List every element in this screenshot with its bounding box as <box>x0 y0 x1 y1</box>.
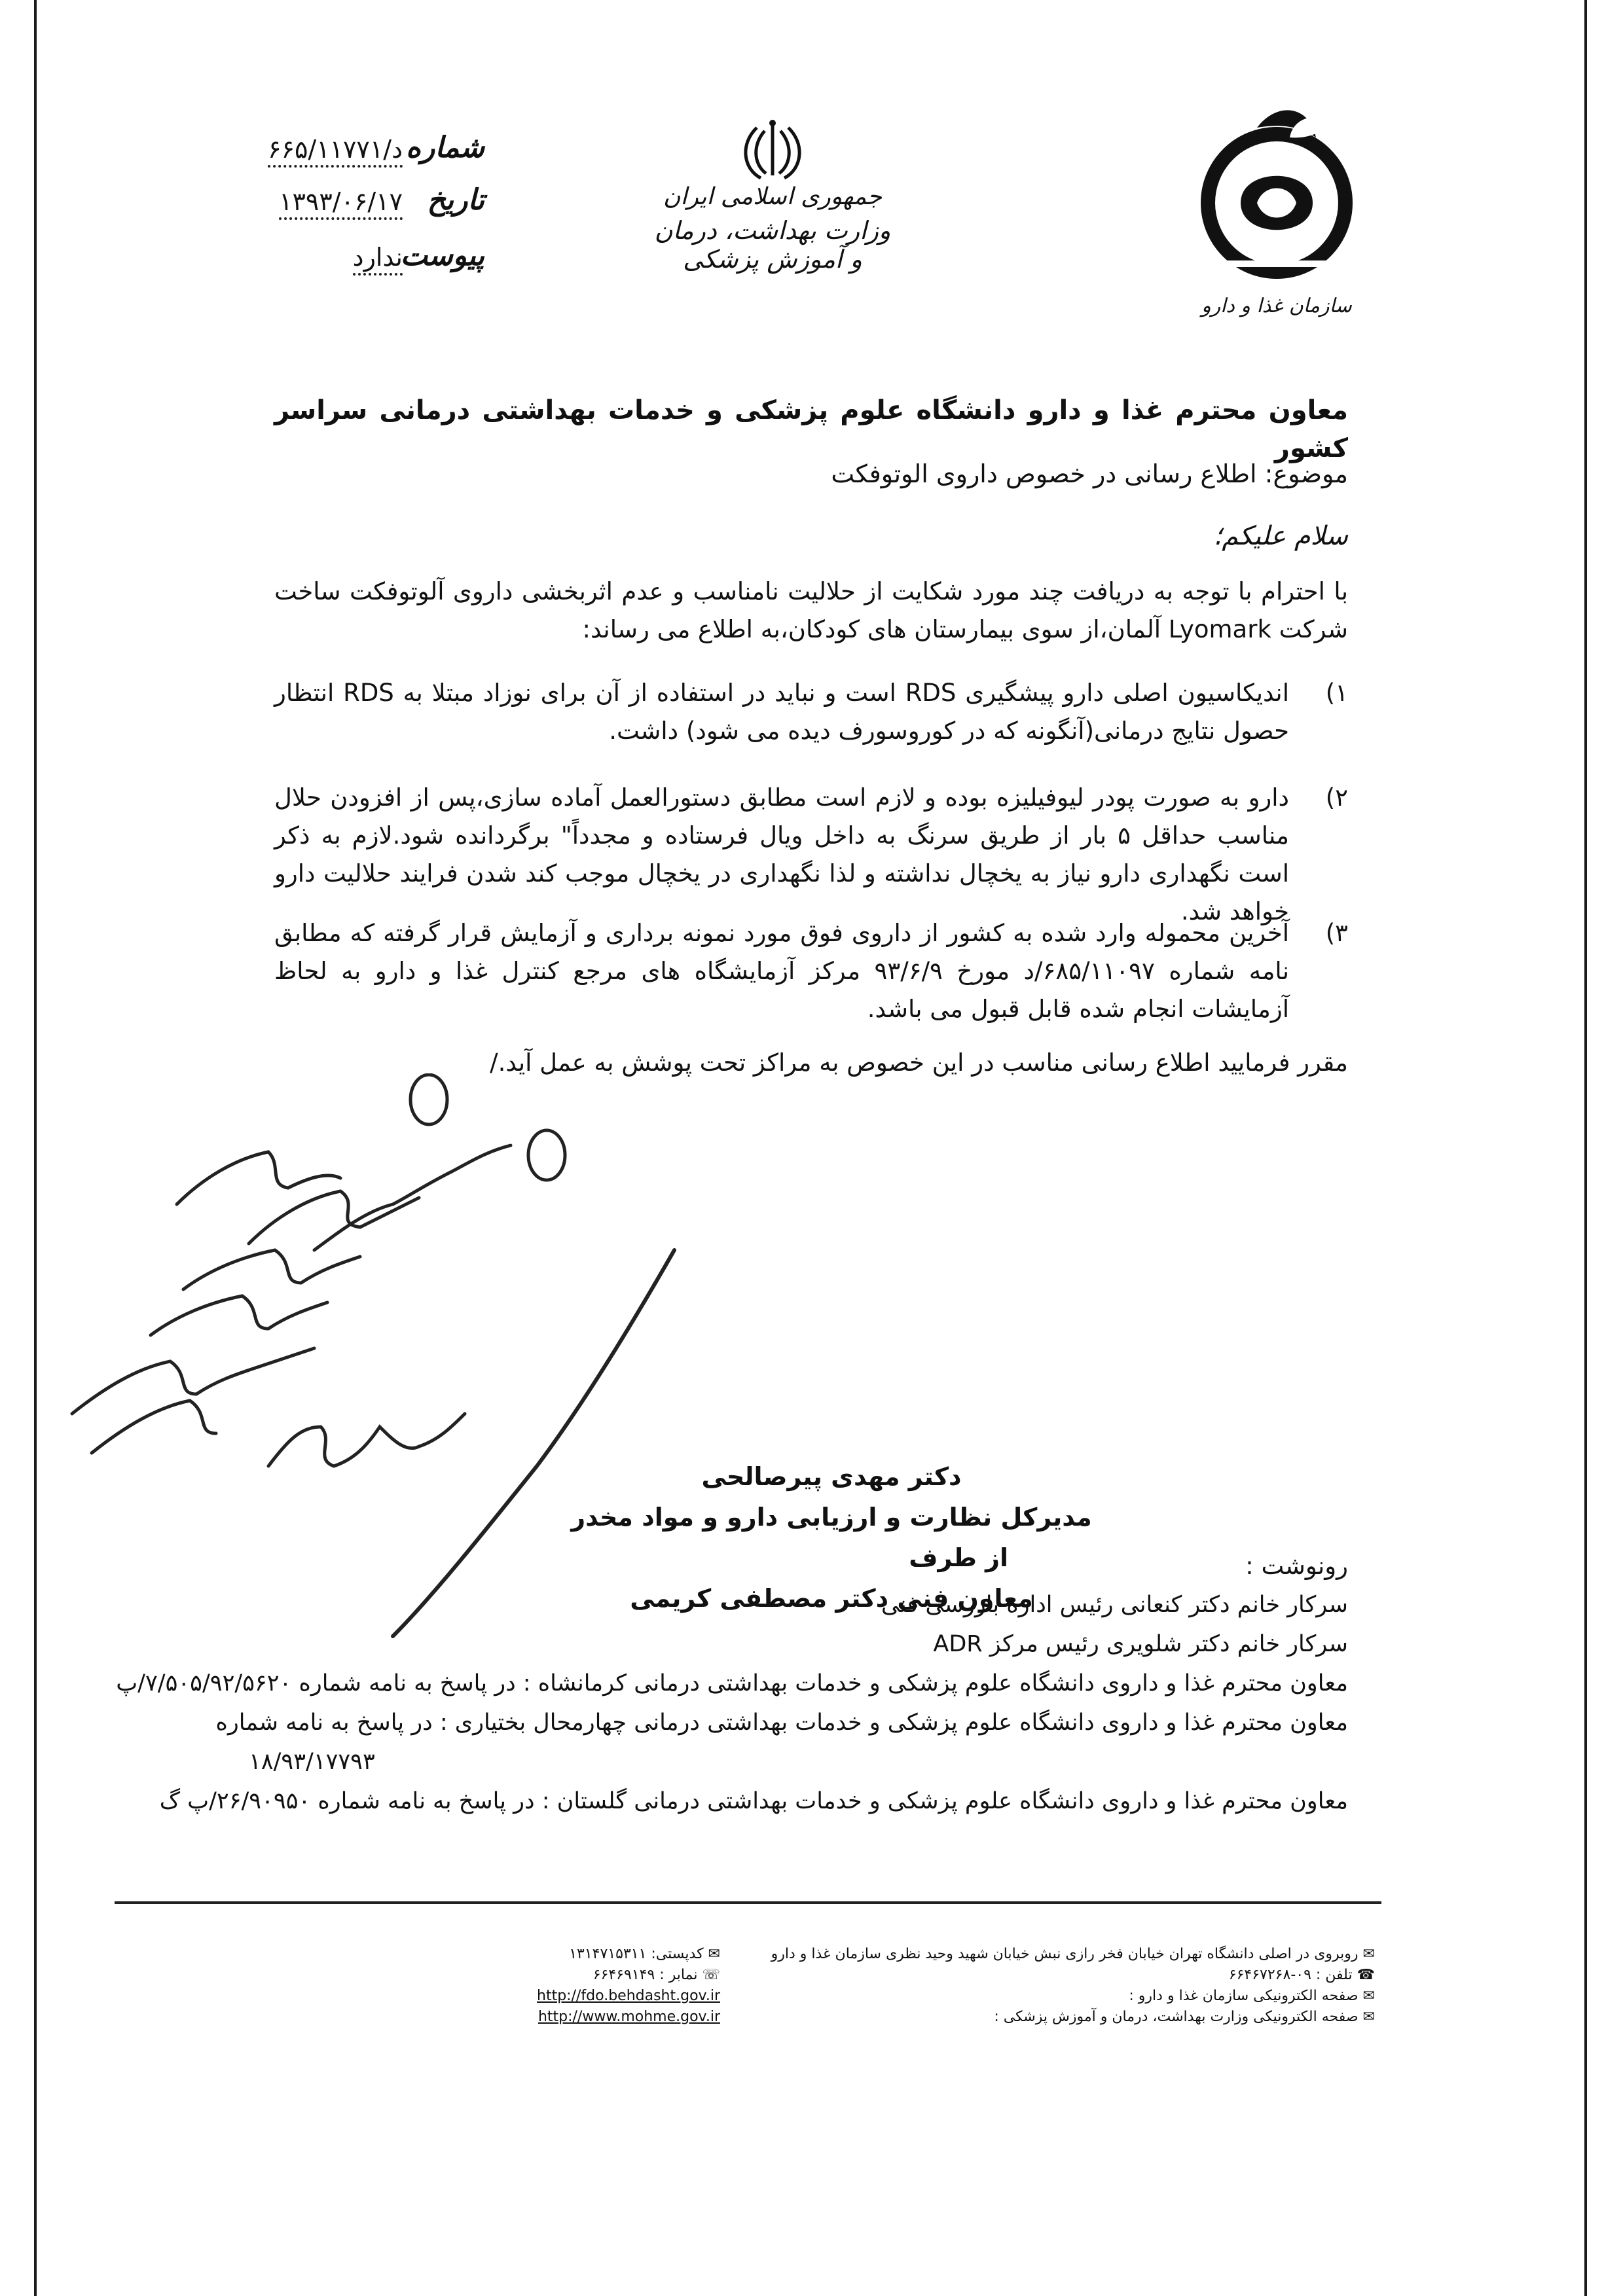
envelope-icon: ✉ <box>1358 1988 1375 2004</box>
recipient-line: معاون محترم غذا و دارو دانشگاه علوم پزشکی و خدمات بهداشتی درمانی سراسر کشور <box>274 395 1348 463</box>
footer-address: ✉ روبروی در اصلی دانشگاه تهران خیابان فخر رازی نبش خیابان شهید وحید نظری سازمان غذا و دارو <box>771 1946 1375 1962</box>
ministry-line-1: جمهوری اسلامی ایران <box>663 183 882 210</box>
signatory-on-behalf: از طرف <box>909 1543 1008 1572</box>
fda-logo-block <box>1178 98 1375 334</box>
ministry-header <box>648 118 897 295</box>
footer-divider <box>115 1901 1381 1904</box>
reference-block <box>210 131 484 288</box>
fax-icon: ☏ <box>697 1967 720 1983</box>
iran-emblem-icon <box>648 118 897 183</box>
cc-line: سرکار خانم دکتر شلویری رئیس مرکز ADR <box>933 1631 1348 1657</box>
phone-icon: ☎ <box>1352 1967 1375 1983</box>
mail-icon: ✉ <box>1358 1946 1375 1962</box>
list-item-number: ۳) <box>1325 919 1348 947</box>
ref-date-value: ۱۳۹۳/۰۶/۱۷ <box>279 187 403 220</box>
list-item-number: ۲) <box>1325 783 1348 812</box>
ref-attachment-value: ندارد <box>353 243 403 276</box>
signatory-name: دکتر مهدی پیرصالحی <box>701 1462 962 1491</box>
footer-postal-code: ✉ کدپستی: ۱۳۱۴۷۱۵۳۱۱ <box>569 1946 720 1962</box>
footer-email-2: ✉ صفحه الکترونیکی وزارت بهداشت، درمان و آموزش پزشکی : <box>994 2009 1375 2025</box>
ref-number-label: شماره <box>405 131 484 164</box>
cc-line: معاون محترم غذا و داروی دانشگاه علوم پزشکی و خدمات بهداشتی درمانی گلستان : در پاسخ به نامه شماره ۲۶/۹۰۹۵۰/پ گ <box>159 1788 1348 1814</box>
footer-contact <box>727 1944 1375 2028</box>
envelope-icon: ✉ <box>1358 2009 1375 2025</box>
ref-number-row <box>210 131 484 170</box>
footer-phone: ☎ تلفن : ۰۹-۶۶۴۶۷۲۶۸ <box>1228 1967 1375 1983</box>
list-item-number: ۱) <box>1325 679 1348 707</box>
cc-line: ۱۸/۹۳/۱۷۷۹۳ <box>249 1749 375 1775</box>
cc-line: سرکار خانم دکتر کنعانی رئیس اداره بازرسی فنی <box>881 1592 1348 1618</box>
handwritten-circle-1 <box>410 1075 447 1124</box>
ref-attachment-label: پیوست <box>400 239 484 272</box>
subject-line: موضوع: اطلاع رسانی در خصوص داروی الوتوفکت <box>831 459 1348 488</box>
footer-email-1: ✉ صفحه الکترونیکی سازمان غذا و دارو : <box>1129 1988 1375 2004</box>
cc-line: معاون محترم غذا و داروی دانشگاه علوم پزشکی و خدمات بهداشتی درمانی چهارمحال بختیاری : در پاسخ به نامه شماره <box>215 1710 1348 1736</box>
footer-codes <box>327 1944 720 2028</box>
ref-date-label: تاریخ <box>427 183 484 217</box>
list-item-text: دارو به صورت پودر لیوفیلیزه بوده و لازم است مطابق دستورالعمل آماده سازی،پس از افزودن حلال مناسب حداقل ۵ بار از طریق سرنگ به داخل ویال فرستاده و مجدداً" برگردانده شود.لازم به ذکر است نگهداری دارو نیاز به یخچال نداشته و لذا نگهداری در یخچال موجب کند شدن فرایند حلالیت دارو خواهد شد. <box>274 783 1289 925</box>
ministry-line-2: وزارت بهداشت، درمان و آموزش پزشکی <box>654 216 891 274</box>
list-item-text: آخرین محموله وارد شده به کشور از داروی فوق مورد نمونه برداری و آزمایش قرار گرفته که مطابق نامه شماره ۶۸۵/۱۱۰۹۷/د مورخ ۹۳/۶/۹ مرکز آزمایشگاه های مرجع کنترل غذا و دارو به لحاظ آزمایشات انجام شده قابل قبول می باشد. <box>274 919 1289 1023</box>
cc-title: رونوشت : <box>1245 1552 1348 1580</box>
fda-logo-icon <box>1178 98 1375 295</box>
footer-url-fdo[interactable]: http://fdo.behdasht.gov.ir <box>537 1988 720 2004</box>
closing-line: مقرر فرمایید اطلاع رسانی مناسب در این خصوص به مراکز تحت پوشش به عمل آید./ <box>490 1049 1348 1077</box>
footer-url-mohme[interactable]: http://www.mohme.gov.ir <box>538 2009 720 2025</box>
scan-border-right <box>1584 0 1587 2296</box>
signatory-deputy: معاون فنی دکتر مصطفی کریمی <box>630 1584 1033 1613</box>
footer-fax: ☏ نمابر : ۶۶۴۶۹۱۴۹ <box>593 1967 720 1983</box>
ref-attachment-row <box>210 239 484 278</box>
greeting: سلام علیکم؛ <box>1213 521 1348 551</box>
ref-number-value: د/۶۶۵/۱۱۷۷۱ <box>268 135 403 168</box>
postbox-icon: ✉ <box>703 1946 720 1962</box>
intro-paragraph: با احترام با توجه به دریافت چند مورد شکایت از حلالیت نامناسب و عدم اثربخشی داروی آلوتوفکت ساخت شرکت Lyomark آلمان،از سوی بیمارستان های کودکان،به اطلاع می رساند: <box>274 577 1348 643</box>
signatory-title: مدیرکل نظارت و ارزیابی دارو و مواد مخدر <box>571 1503 1092 1532</box>
scan-border-left <box>34 0 37 2296</box>
fda-caption: سازمان غذا و دارو <box>1201 295 1352 317</box>
list-item-text: اندیکاسیون اصلی دارو پیشگیری RDS است و نباید در استفاده از آن برای نوزاد مبتلا به RDS انتظار حصول نتایج درمانی(آنگونه که در کوروسورف دیده می شود) داشت. <box>274 679 1290 745</box>
handwritten-circle-2 <box>528 1130 565 1180</box>
cc-line: معاون محترم غذا و داروی دانشگاه علوم پزشکی و خدمات بهداشتی درمانی کرمانشاه : در پاسخ به نامه شماره ۷/۵۰۵/۹۲/۵۶۲۰/پ <box>116 1670 1348 1696</box>
ref-date-row <box>210 183 484 223</box>
